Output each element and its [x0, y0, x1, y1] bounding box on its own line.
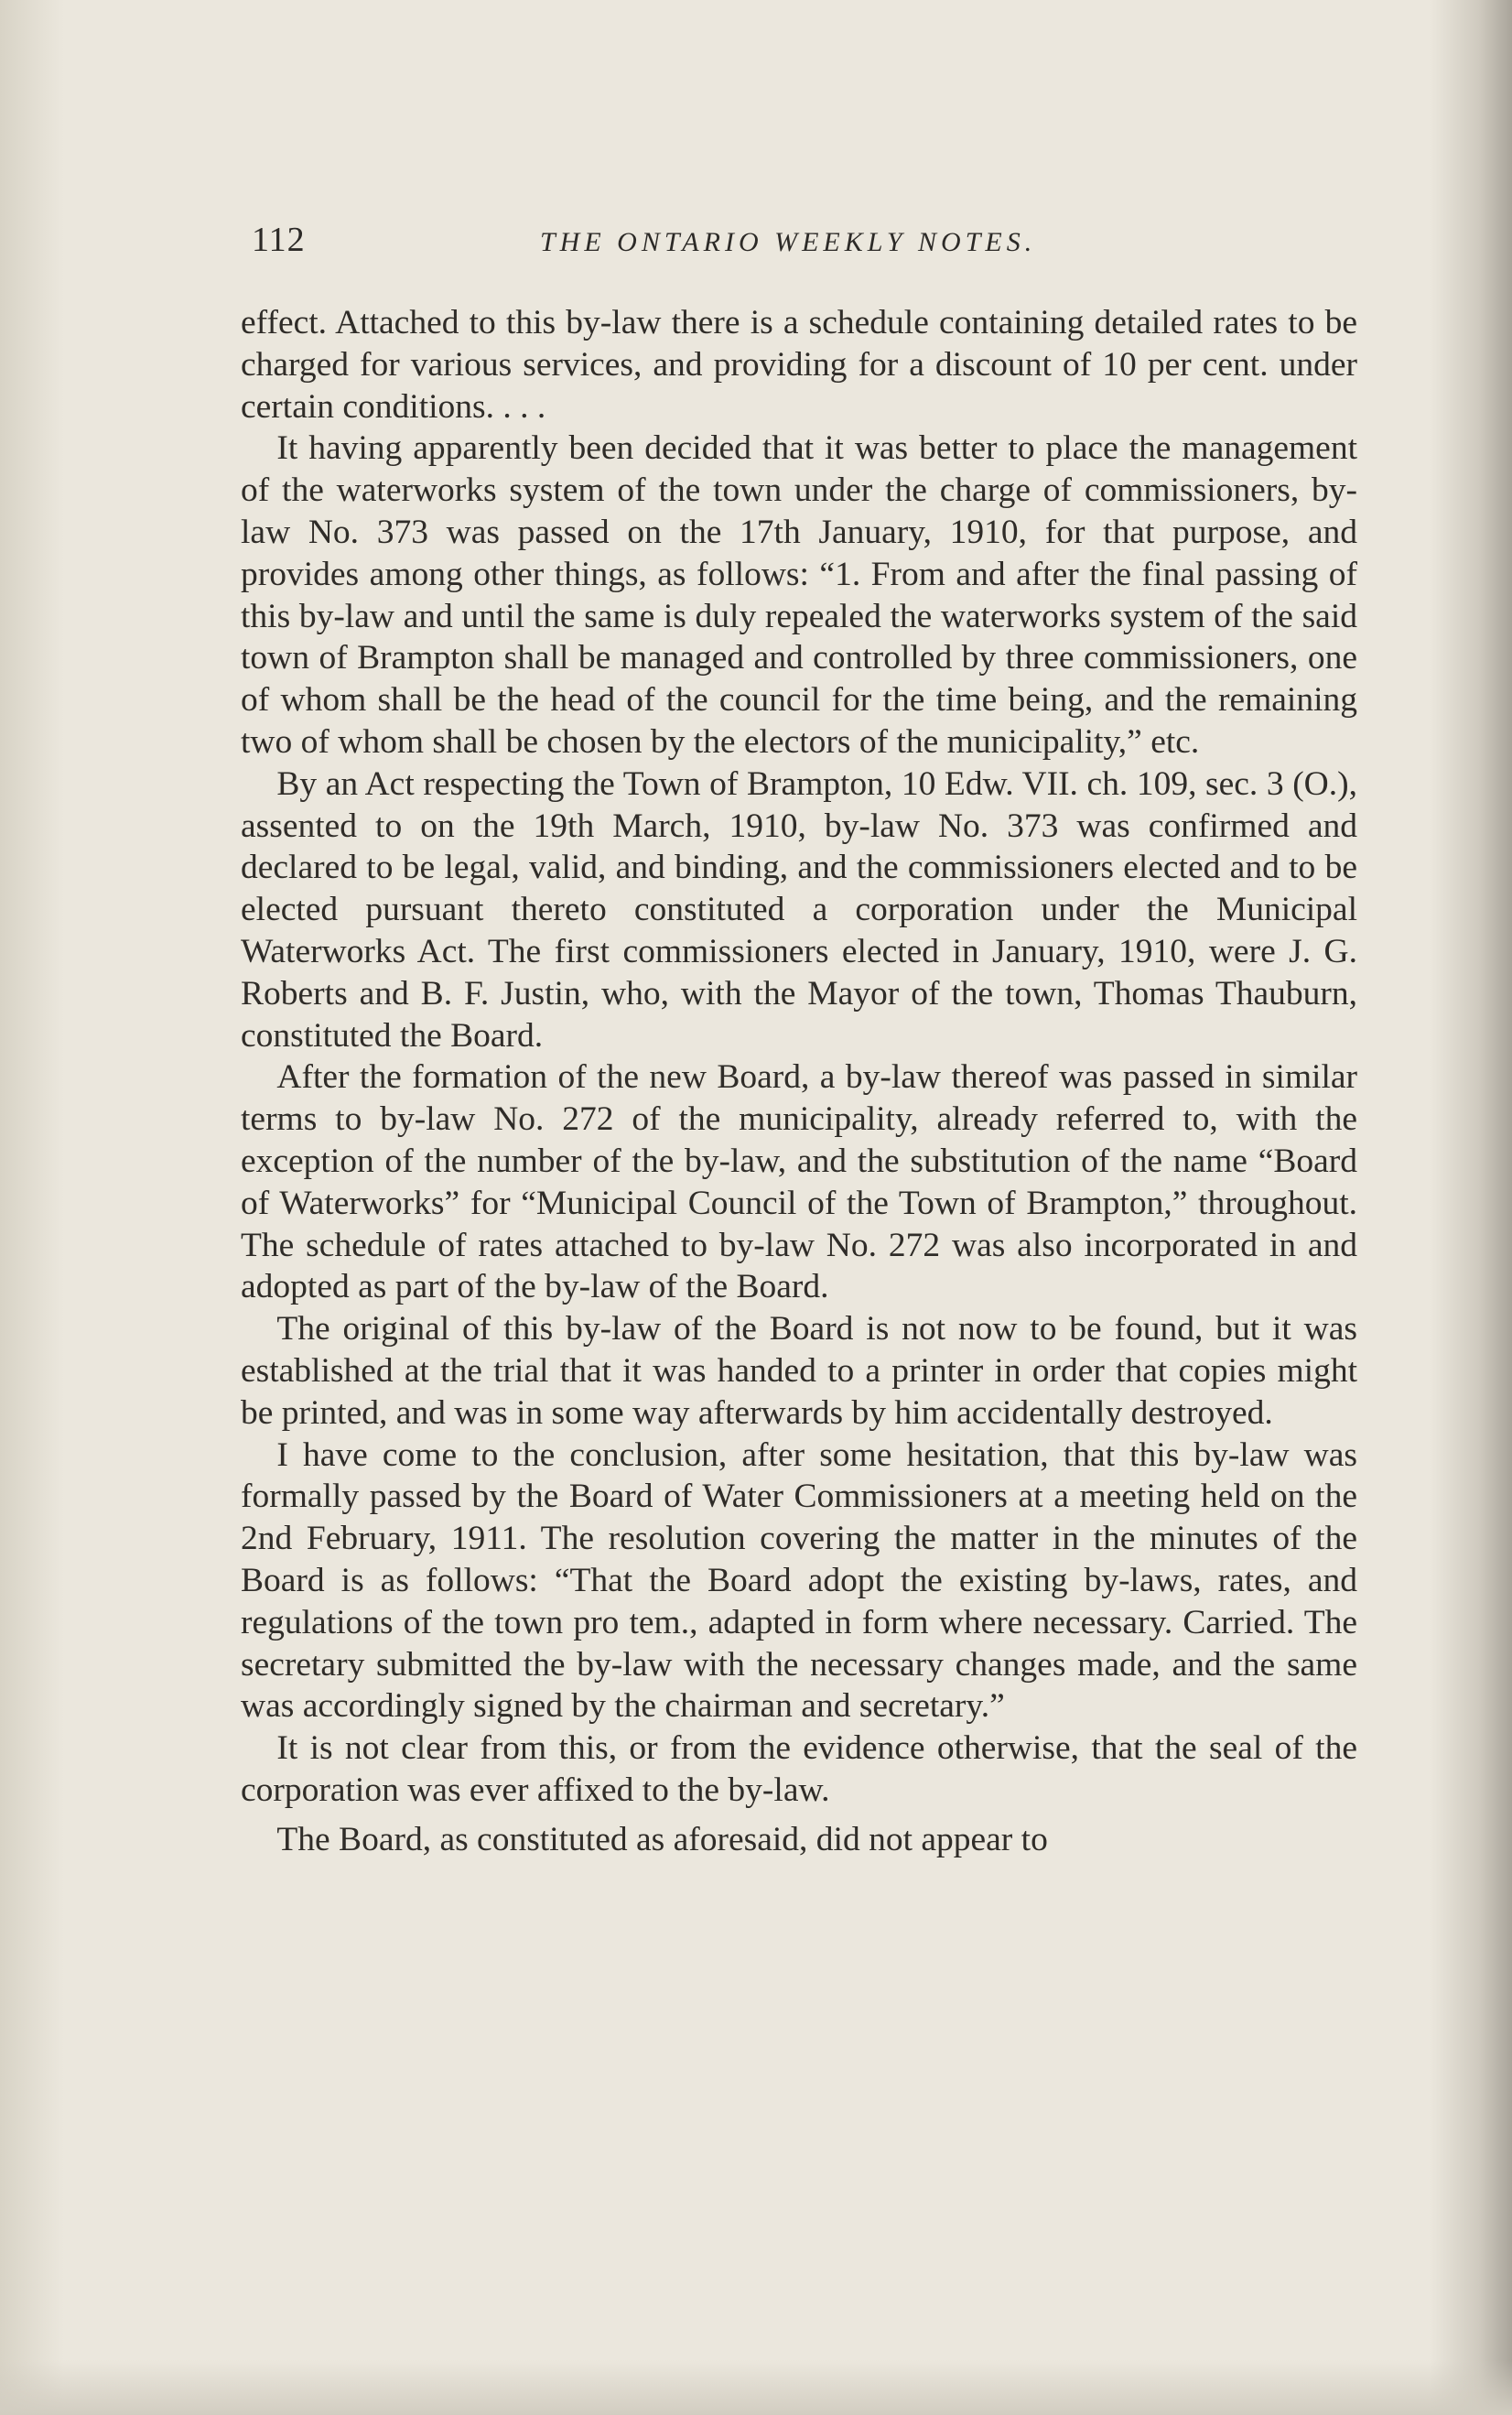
page-number: 112 — [252, 221, 306, 259]
page-edge-shadow-left — [0, 0, 64, 2415]
paragraph-6: I have come to the conclusion, after some hesitation, that this by-law was formally passed by the Board of Water Commissioners at a meeting held on the 2nd February, 1911. The resolution covering the matter in the minutes of the Board is as follows: “That the Board adopt the existing by-laws, rates, and regulations of the town pro tem., adapted in form where necessary. Carried. The secretary submitted the by-law with the necessary changes made, and the same was accordingly signed by the chairman and secretary.” — [241, 1435, 1357, 1726]
page-edge-shadow-bottom — [0, 2360, 1512, 2415]
paragraph-4: After the formation of the new Board, a by-law thereof was passed in similar terms to by-law No. 272 of the municipality, already referred to, with the exception of the number of the by-law, and the substitution of the name “Board of Waterworks” for “Municipal Council of the Town of Brampton,” throughout. The schedule of rates attached to by-law No. 272 was also incorporated in and adopted as part of the by-law of the Board. — [241, 1058, 1357, 1306]
paragraph-1: effect. Attached to this by-law there is a schedule containing detailed rates to be charged for various services, and providing for a discount of 10 per cent. under certain conditions. . . . — [241, 304, 1357, 426]
paragraph-5: The original of this by-law of the Board is not now to be found, but it was established at the trial that it was handed to a printer in order that copies might be printed, and was in some way afterwards by him accidentally destroyed. — [241, 1310, 1357, 1432]
paragraph-8: The Board, as constituted as aforesaid, did not appear to — [276, 1820, 1048, 1858]
page-header — [252, 220, 1350, 275]
paragraph-3: By an Act respecting the Town of Brampton, 10 Edw. VII. ch. 109, sec. 3 (O.), assented to on the 19th March, 1910, by-law No. 373 was confirmed and declared to be legal, valid, and binding, and the commissioners elected and to be elected pursuant thereto constituted a corporation under the Municipal Waterworks Act. The first commissioners elected in January, 1910, were J. G. Roberts and B. F. Justin, who, with the Mayor of the town, Thomas Thauburn, constituted the Board. — [241, 764, 1357, 1055]
running-title: THE ONTARIO WEEKLY NOTES. — [540, 227, 1037, 257]
paragraph-2: It having apparently been decided that it was better to place the management of the waterworks system of the town under the charge of commissioners, by-law No. 373 was passed on the 17th January, 1910, for that purpose, and provides among other things, as follows: “1. From and after the final passing of this by-law and until the same is duly repealed the waterworks system of the said town of Brampton shall be managed and controlled by three commissioners, one of whom shall be the head of the council for the time being, and the remaining two of whom shall be chosen by the electors of the municipality,” etc. — [241, 429, 1357, 761]
page-body — [241, 302, 1357, 1860]
paragraph-7: It is not clear from this, or from the evidence otherwise, that the seal of the corporation was ever affixed to the by-law. — [241, 1729, 1357, 1809]
page-edge-shadow-right — [1430, 0, 1512, 2415]
